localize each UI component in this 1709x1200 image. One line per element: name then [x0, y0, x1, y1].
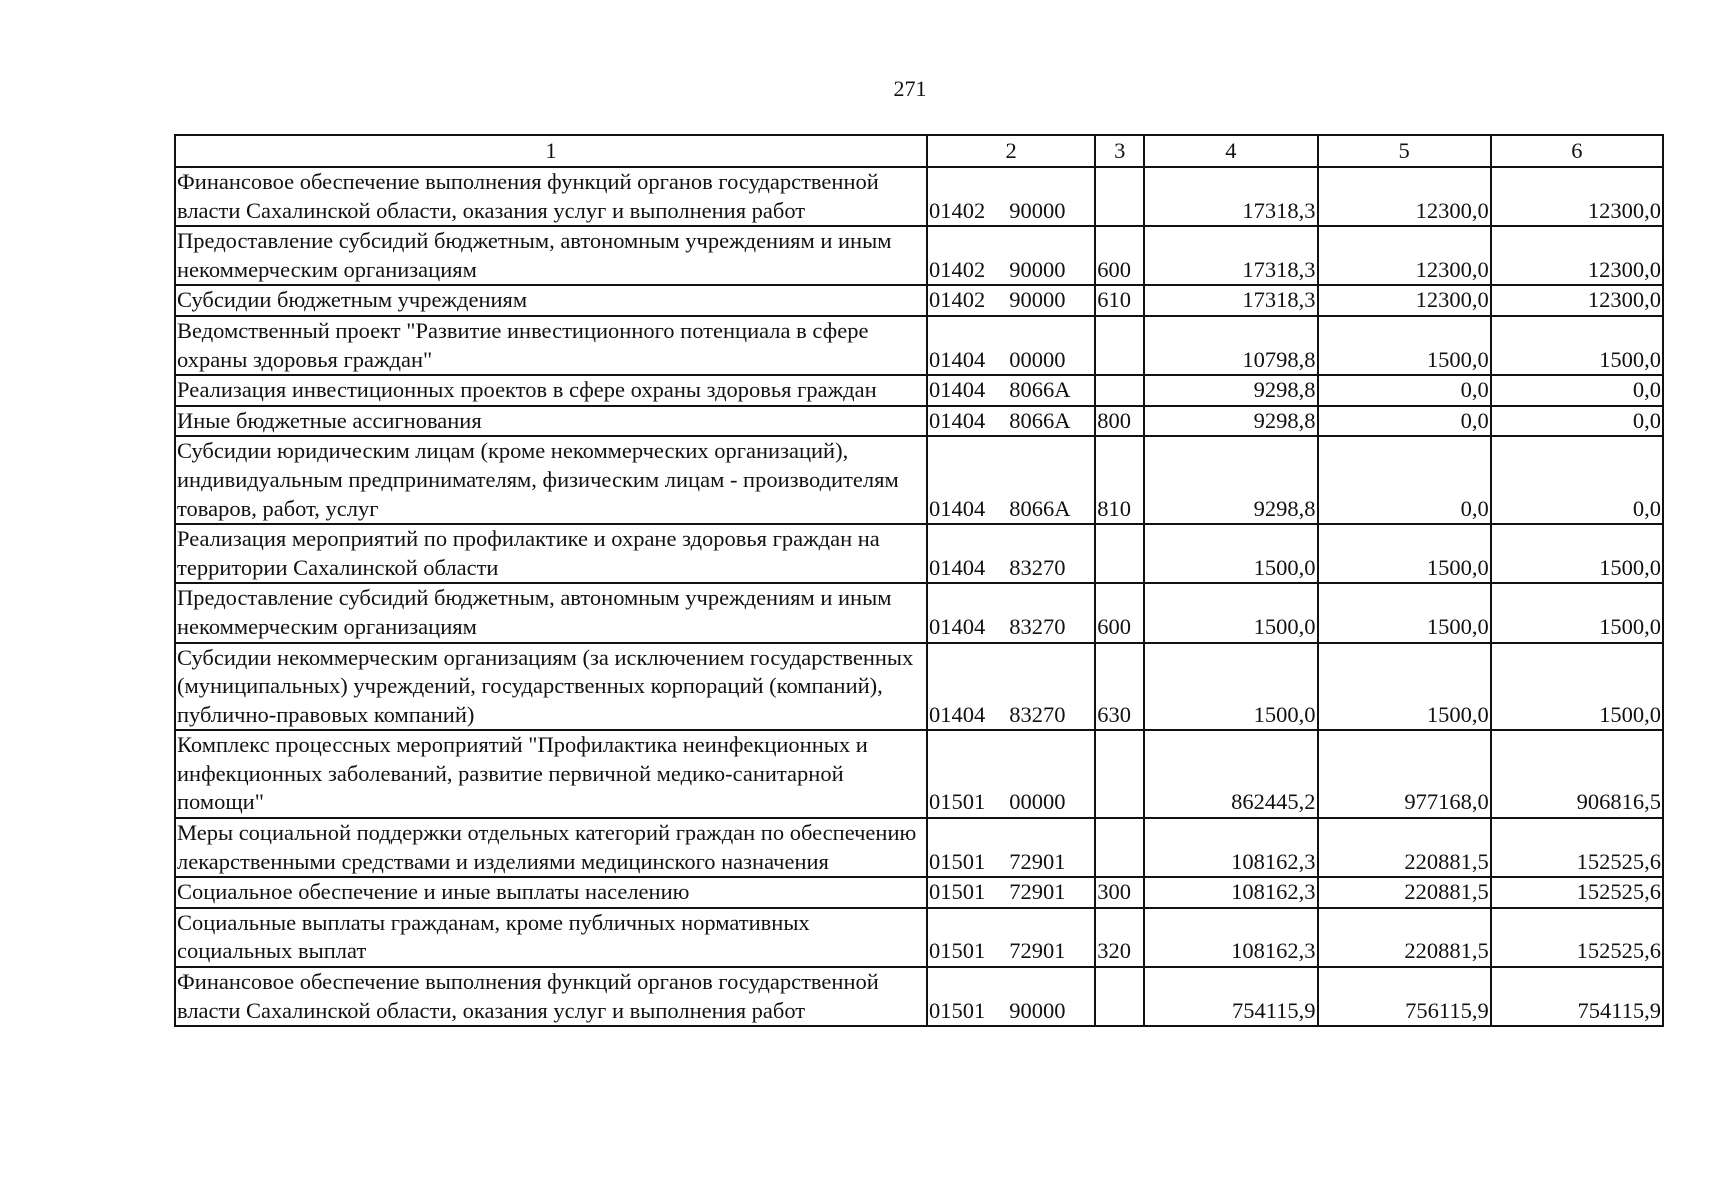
row-name-cell: Субсидии бюджетным учреждениям	[175, 285, 927, 316]
row-expense-type-cell	[1095, 524, 1144, 583]
row-code-cell	[927, 406, 1095, 437]
table-row	[175, 436, 1663, 524]
column-header: 3	[1095, 135, 1144, 167]
row-expense-type-cell	[1095, 375, 1144, 406]
program-code: 01501	[929, 938, 986, 964]
table-row	[175, 406, 1663, 437]
table-header-row	[175, 135, 1663, 167]
program-code: 01404	[929, 495, 986, 521]
program-code: 01404	[929, 554, 986, 580]
row-amount-v4: 754115,9	[1144, 967, 1317, 1026]
row-name-cell: Иные бюджетные ассигнования	[175, 406, 927, 437]
table-row	[175, 375, 1663, 406]
row-expense-type-cell: 300	[1095, 877, 1144, 908]
row-amount-v4: 862445,2	[1144, 730, 1317, 818]
direction-code: 8066А	[1009, 495, 1071, 521]
direction-code: 83270	[1009, 554, 1066, 580]
row-code-cell	[927, 877, 1095, 908]
row-name-cell: Ведомственный проект "Развитие инвестиционного потенциала в сфере охраны здоровья граждан"	[175, 316, 927, 375]
column-header: 4	[1144, 135, 1317, 167]
row-amount-v4: 9298,8	[1144, 436, 1317, 524]
program-code: 01501	[929, 879, 986, 905]
column-header: 2	[927, 135, 1095, 167]
page-number: 271	[893, 76, 927, 101]
table-row	[175, 908, 1663, 967]
program-code: 01402	[929, 256, 986, 282]
row-amount-v4: 17318,3	[1144, 226, 1317, 285]
row-amount-v6: 754115,9	[1491, 967, 1663, 1026]
row-name-cell: Субсидии юридическим лицам (кроме некоммерческих организаций), индивидуальным предпринимателям, физическим лицам - производителям товаров, работ, услуг	[175, 436, 927, 524]
row-name-cell: Финансовое обеспечение выполнения функций органов государственной власти Сахалинской области, оказания услуг и выполнения работ	[175, 167, 927, 226]
row-expense-type-cell: 810	[1095, 436, 1144, 524]
direction-code: 90000	[1009, 256, 1066, 282]
row-code-cell	[927, 967, 1095, 1026]
row-amount-v5: 220881,5	[1318, 908, 1491, 967]
direction-code: 8066А	[1009, 407, 1071, 433]
row-name-cell: Субсидии некоммерческим организациям (за исключением государственных (муниципальных) учреждений, государственных корпораций (компаний), публично-правовых компаний)	[175, 643, 927, 731]
table-row	[175, 583, 1663, 642]
row-expense-type-cell	[1095, 730, 1144, 818]
row-code-cell	[927, 730, 1095, 818]
row-amount-v6: 152525,6	[1491, 877, 1663, 908]
budget-table	[174, 134, 1664, 1027]
row-name-cell: Социальное обеспечение и иные выплаты населению	[175, 877, 927, 908]
column-header: 6	[1491, 135, 1663, 167]
row-amount-v6: 906816,5	[1491, 730, 1663, 818]
row-amount-v4: 10798,8	[1144, 316, 1317, 375]
row-amount-v6: 152525,6	[1491, 818, 1663, 877]
table-row	[175, 877, 1663, 908]
direction-code: 83270	[1009, 701, 1066, 727]
row-amount-v6: 1500,0	[1491, 643, 1663, 731]
direction-code: 90000	[1009, 997, 1066, 1023]
row-amount-v5: 756115,9	[1318, 967, 1491, 1026]
row-amount-v4: 17318,3	[1144, 285, 1317, 316]
row-name-cell: Реализация мероприятий по профилактике и охране здоровья граждан на территории Сахалинской области	[175, 524, 927, 583]
row-amount-v5: 0,0	[1318, 375, 1491, 406]
row-amount-v6: 12300,0	[1491, 226, 1663, 285]
table-row	[175, 226, 1663, 285]
row-amount-v5: 977168,0	[1318, 730, 1491, 818]
row-amount-v5: 1500,0	[1318, 524, 1491, 583]
row-name-cell: Социальные выплаты гражданам, кроме публичных нормативных социальных выплат	[175, 908, 927, 967]
table-row	[175, 967, 1663, 1026]
row-amount-v6: 0,0	[1491, 406, 1663, 437]
row-name-cell: Предоставление субсидий бюджетным, автономным учреждениям и иным некоммерческим организациям	[175, 226, 927, 285]
row-code-cell	[927, 316, 1095, 375]
program-code: 01501	[929, 997, 986, 1023]
row-code-cell	[927, 375, 1095, 406]
table-row	[175, 316, 1663, 375]
program-code: 01501	[929, 789, 986, 815]
row-amount-v4: 108162,3	[1144, 908, 1317, 967]
row-name-cell: Комплекс процессных мероприятий "Профилактика неинфекционных и инфекционных заболеваний, развитие первичной медико-санитарной помощи"	[175, 730, 927, 818]
row-amount-v6: 1500,0	[1491, 524, 1663, 583]
row-code-cell	[927, 436, 1095, 524]
row-amount-v6: 152525,6	[1491, 908, 1663, 967]
row-amount-v5: 1500,0	[1318, 643, 1491, 731]
direction-code: 72901	[1009, 848, 1066, 874]
row-expense-type-cell	[1095, 316, 1144, 375]
row-name-cell: Реализация инвестиционных проектов в сфере охраны здоровья граждан	[175, 375, 927, 406]
row-expense-type-cell	[1095, 167, 1144, 226]
row-amount-v5: 0,0	[1318, 436, 1491, 524]
row-expense-type-cell: 600	[1095, 583, 1144, 642]
table-row	[175, 524, 1663, 583]
row-amount-v4: 17318,3	[1144, 167, 1317, 226]
row-amount-v6: 12300,0	[1491, 285, 1663, 316]
row-amount-v4: 9298,8	[1144, 375, 1317, 406]
direction-code: 72901	[1009, 879, 1066, 905]
row-code-cell	[927, 643, 1095, 731]
row-amount-v6: 1500,0	[1491, 316, 1663, 375]
row-expense-type-cell: 600	[1095, 226, 1144, 285]
row-code-cell	[927, 524, 1095, 583]
row-code-cell	[927, 818, 1095, 877]
row-code-cell	[927, 908, 1095, 967]
row-amount-v5: 220881,5	[1318, 818, 1491, 877]
direction-code: 90000	[1009, 287, 1066, 313]
program-code: 01402	[929, 287, 986, 313]
program-code: 01404	[929, 407, 986, 433]
direction-code: 8066А	[1009, 377, 1071, 403]
direction-code: 72901	[1009, 938, 1066, 964]
row-expense-type-cell	[1095, 818, 1144, 877]
row-amount-v6: 0,0	[1491, 436, 1663, 524]
row-expense-type-cell: 320	[1095, 908, 1144, 967]
table-row	[175, 730, 1663, 818]
table-row	[175, 643, 1663, 731]
row-amount-v5: 0,0	[1318, 406, 1491, 437]
direction-code: 00000	[1009, 789, 1066, 815]
row-expense-type-cell: 800	[1095, 406, 1144, 437]
program-code: 01404	[929, 701, 986, 727]
program-code: 01501	[929, 848, 986, 874]
row-amount-v6: 0,0	[1491, 375, 1663, 406]
row-name-cell: Финансовое обеспечение выполнения функций органов государственной власти Сахалинской области, оказания услуг и выполнения работ	[175, 967, 927, 1026]
table-row	[175, 285, 1663, 316]
row-code-cell	[927, 583, 1095, 642]
row-code-cell	[927, 167, 1095, 226]
row-amount-v5: 220881,5	[1318, 877, 1491, 908]
direction-code: 83270	[1009, 613, 1066, 639]
row-amount-v5: 1500,0	[1318, 316, 1491, 375]
row-amount-v5: 12300,0	[1318, 167, 1491, 226]
program-code: 01402	[929, 197, 986, 223]
direction-code: 90000	[1009, 197, 1066, 223]
program-code: 01404	[929, 613, 986, 639]
row-name-cell: Меры социальной поддержки отдельных категорий граждан по обеспечению лекарственными средствами и изделиями медицинского назначения	[175, 818, 927, 877]
row-amount-v5: 1500,0	[1318, 583, 1491, 642]
table-row	[175, 167, 1663, 226]
row-name-cell: Предоставление субсидий бюджетным, автономным учреждениям и иным некоммерческим организациям	[175, 583, 927, 642]
row-expense-type-cell: 630	[1095, 643, 1144, 731]
row-amount-v5: 12300,0	[1318, 285, 1491, 316]
row-amount-v4: 108162,3	[1144, 818, 1317, 877]
row-amount-v6: 12300,0	[1491, 167, 1663, 226]
row-amount-v4: 1500,0	[1144, 583, 1317, 642]
row-amount-v4: 1500,0	[1144, 643, 1317, 731]
row-expense-type-cell	[1095, 967, 1144, 1026]
column-header: 5	[1318, 135, 1491, 167]
row-amount-v6: 1500,0	[1491, 583, 1663, 642]
row-code-cell	[927, 285, 1095, 316]
row-amount-v4: 9298,8	[1144, 406, 1317, 437]
program-code: 01404	[929, 346, 986, 372]
direction-code: 00000	[1009, 346, 1066, 372]
row-amount-v4: 1500,0	[1144, 524, 1317, 583]
column-header: 1	[175, 135, 927, 167]
row-code-cell	[927, 226, 1095, 285]
row-expense-type-cell: 610	[1095, 285, 1144, 316]
row-amount-v5: 12300,0	[1318, 226, 1491, 285]
row-amount-v4: 108162,3	[1144, 877, 1317, 908]
program-code: 01404	[929, 377, 986, 403]
table-row	[175, 818, 1663, 877]
